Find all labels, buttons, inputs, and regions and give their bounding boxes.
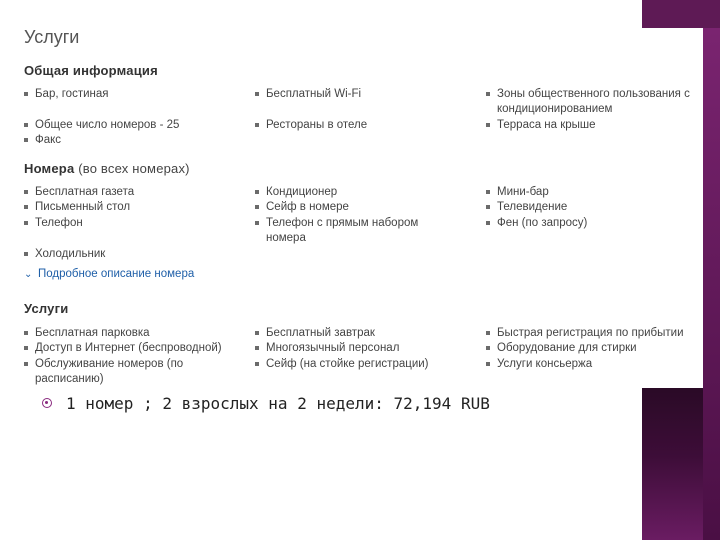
- list-item: Сейф (на стойке регистрации): [255, 357, 461, 372]
- list-item: Мини-бар: [486, 185, 703, 200]
- list-item: Многоязычный персонал: [255, 341, 461, 356]
- decorative-bar-right: [703, 28, 720, 540]
- list-item: Холодильник: [24, 247, 250, 262]
- list-item: Терраса на крыше: [486, 118, 703, 133]
- section-heading-services: Услуги: [24, 301, 69, 316]
- list-item: Бесплатная газета: [24, 185, 250, 200]
- list-item: Оборудование для стирки: [486, 341, 703, 356]
- chevron-down-icon: ⌄: [24, 269, 33, 280]
- list-item: Быстрая регистрация по прибытии: [486, 326, 703, 341]
- list-item: Зоны общественного пользования с кондиционированием: [486, 87, 703, 117]
- decorative-bar-bottom: [642, 388, 703, 540]
- list-item: Бесплатная парковка: [24, 326, 250, 341]
- target-bullet-icon: [42, 398, 52, 408]
- section-heading-general: Общая информация: [24, 63, 158, 78]
- section-heading-rooms: [24, 161, 190, 176]
- list-item: Бесплатный завтрак: [255, 326, 461, 341]
- list-item: Факс: [24, 133, 250, 148]
- list-item: Услуги консьержа: [486, 357, 703, 372]
- list-item: Обслуживание номеров (по расписанию): [24, 357, 225, 387]
- list-item: Телевидение: [486, 200, 703, 215]
- list-item: Сейф в номере: [255, 200, 461, 215]
- list-item: Фен (по запросу): [486, 216, 703, 231]
- list-item: Телефон: [24, 216, 250, 231]
- room-details-link[interactable]: [24, 268, 194, 280]
- list-item: Бар, гостиная: [24, 87, 250, 102]
- rooms-heading-sublabel: (во всех номерах): [78, 161, 190, 176]
- booking-summary-text: 1 номер ; 2 взрослых на 2 недели: 72,194 RUB: [66, 394, 490, 413]
- list-item: Доступ в Интернет (беспроводной): [24, 341, 250, 356]
- rooms-heading-label: Номера: [24, 161, 75, 176]
- list-item: Бесплатный Wi-Fi: [255, 87, 461, 102]
- list-item: Рестораны в отеле: [255, 118, 461, 133]
- list-item: Письменный стол: [24, 200, 250, 215]
- page-title: Услуги: [24, 27, 80, 47]
- list-item: Кондиционер: [255, 185, 461, 200]
- room-details-link-label: Подробное описание номера: [38, 268, 195, 280]
- list-item: Общее число номеров - 25: [24, 118, 250, 133]
- list-item: Телефон с прямым набором номера: [255, 216, 446, 246]
